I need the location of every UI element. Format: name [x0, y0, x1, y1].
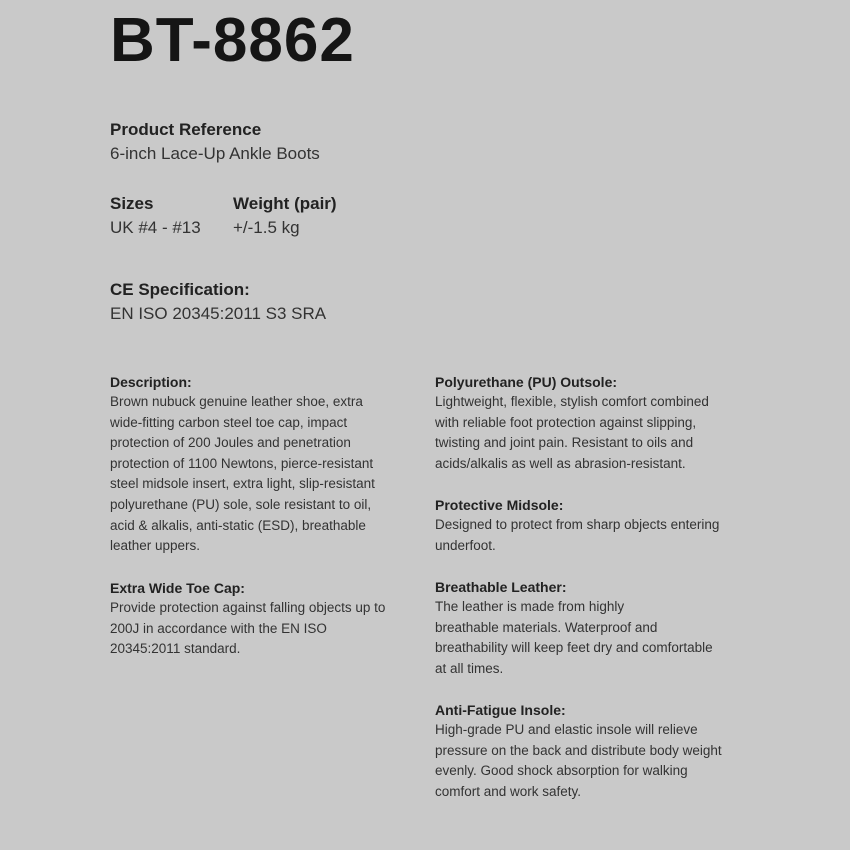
text-line: comfort and work safety.: [435, 783, 582, 799]
section-title: Anti-Fatigue Insole:: [435, 702, 566, 718]
text-line: wide-fitting carbon steel toe cap, impact: [110, 414, 348, 430]
text-line: breathable materials. Waterproof and: [435, 619, 658, 635]
product-code: BT-8862: [110, 6, 355, 75]
text-line: breathability will keep feet dry and comfortable: [435, 640, 713, 656]
section-body: [435, 515, 745, 556]
product-reference-value: 6-inch Lace-Up Ankle Boots: [110, 144, 320, 163]
section-title: Breathable Leather:: [435, 579, 567, 595]
text-line: leather uppers.: [110, 538, 201, 554]
text-line: underfoot.: [435, 537, 496, 553]
weight-label: Weight (pair): [233, 194, 337, 213]
sizes-label: Sizes: [110, 194, 154, 213]
text-line: Brown nubuck genuine leather shoe, extra: [110, 394, 363, 409]
section-title: Description:: [110, 374, 192, 390]
text-line: pressure on the back and distribute body weight: [435, 742, 722, 758]
text-line: evenly. Good shock absorption for walking: [435, 763, 688, 779]
text-line: with reliable foot protection against slipping,: [435, 414, 697, 430]
text-line: 200J in accordance with the EN ISO: [110, 620, 327, 636]
section-anti-fatigue-insole: [435, 700, 745, 802]
text-line: polyurethane (PU) sole, sole resistant to oil,: [110, 496, 372, 512]
sizes: [110, 192, 201, 240]
section-breathable-leather: [435, 577, 745, 679]
text-line: protection of 1100 Newtons, pierce-resistant: [110, 455, 374, 471]
product-reference-label: Product Reference: [110, 120, 262, 139]
product-reference: [110, 118, 320, 166]
text-line: Lightweight, flexible, stylish comfort combined: [435, 394, 709, 409]
sizes-value: UK #4 - #13: [110, 218, 201, 237]
text-line: The leather is made from highly: [435, 599, 625, 614]
ce-specification-value: EN ISO 20345:2011 S3 SRA: [110, 304, 327, 323]
weight-value: +/-1.5 kg: [233, 218, 300, 237]
text-line: twisting and joint pain. Resistant to oils and: [435, 435, 694, 451]
section-description: [110, 372, 420, 557]
ce-specification: [110, 278, 326, 326]
section-body: [435, 720, 745, 802]
section-title: Protective Midsole:: [435, 497, 564, 513]
section-body: [110, 598, 420, 660]
section-title: Polyurethane (PU) Outsole:: [435, 374, 618, 390]
text-line: Designed to protect from sharp objects entering: [435, 517, 720, 532]
section-extra-wide-toe-cap: [110, 578, 420, 660]
text-line: Provide protection against falling objects up to: [110, 600, 386, 615]
section-body: [435, 597, 745, 679]
weight: [233, 192, 337, 240]
section-body: [435, 392, 745, 474]
ce-specification-label: CE Specification:: [110, 280, 250, 299]
text-line: acid & alkalis, anti-static (ESD), breathable: [110, 517, 366, 533]
section-body: [110, 392, 420, 557]
section-pu-outsole: [435, 372, 745, 474]
text-line: High-grade PU and elastic insole will relieve: [435, 722, 698, 737]
text-line: steel midsole insert, extra light, slip-resistant: [110, 476, 375, 492]
section-protective-midsole: [435, 495, 745, 556]
text-line: protection of 200 Joules and penetration: [110, 435, 351, 451]
text-line: 20345:2011 standard.: [110, 641, 241, 657]
text-line: acids/alkalis as well as abrasion-resistant.: [435, 455, 686, 471]
section-title: Extra Wide Toe Cap:: [110, 580, 245, 596]
text-line: at all times.: [435, 660, 504, 676]
